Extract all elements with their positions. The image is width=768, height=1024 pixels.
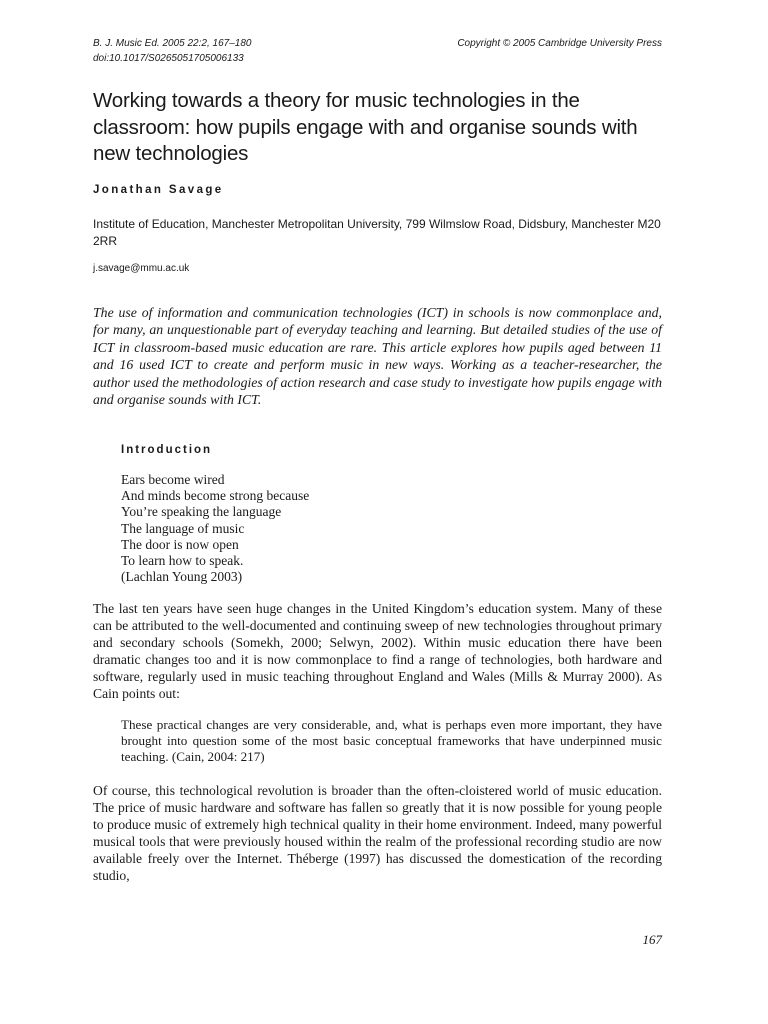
page-number: 167 bbox=[642, 932, 662, 947]
poem-line: Ears become wired bbox=[121, 472, 225, 487]
poem-line: You’re speaking the language bbox=[121, 504, 282, 520]
author-email[interactable]: j.savage@mmu.ac.uk bbox=[93, 263, 190, 274]
abstract: The use of information and communication technologies (ICT) in schools is now commonplace and, for many, an unquestionable part of everyday teaching and learning. But detailed studies of the use of ICT in classroom-based music education are rare. This article explores how pupils aged between 11 and 16 used ICT to create and perform music in new ways. Working as a teacher-researcher, the author used the methodologies of action research and case study to investigate how pupils engage with and organise sounds with ICT. bbox=[93, 305, 662, 408]
body-paragraph: Of course, this technological revolution is broader than the often-cloistered world of music education. The price of music hardware and software has fallen so greatly that it is now possible for young people to produce music of extremely high technical quality in their home environment. Indeed, many powerful musical tools that were previously housed within the realm of the professional recording studio are now available freely over the Internet. Théberge (1997) has discussed the domestication of the recording studio, bbox=[93, 783, 662, 884]
poem-attribution: (Lachlan Young 2003) bbox=[121, 569, 243, 585]
journal-citation bbox=[93, 36, 251, 66]
journal-page bbox=[93, 0, 662, 1024]
poem-line: And minds become strong because bbox=[121, 488, 310, 504]
doi: doi:10.1017/S0265051705006133 bbox=[93, 53, 244, 64]
author-name: Jonathan Savage bbox=[93, 184, 224, 196]
journal-reference: B. J. Music Ed. 2005 22:2, 167–180 bbox=[93, 38, 252, 49]
copyright-notice: Copyright © 2005 Cambridge University Press bbox=[457, 38, 662, 49]
poem-line: To learn how to speak. bbox=[121, 553, 244, 569]
poem-line: The language of music bbox=[121, 520, 245, 536]
epigraph-poem bbox=[121, 472, 309, 585]
article-title: Working towards a theory for music technologies in the classroom: how pupils engage with and organise sounds with new technologies bbox=[93, 89, 638, 165]
author-affiliation: Institute of Education, Manchester Metropolitan University, 799 Wilmslow Road, Didsbury, Manchester M20 2RR bbox=[93, 217, 661, 248]
section-heading-introduction: Introduction bbox=[121, 444, 213, 456]
body-paragraph: The last ten years have seen huge changes in the United Kingdom’s education system. Many of these can be attributed to the well-documented and continuing sweep of new technologies throughout primary and secondary schools (Somekh, 2000; Selwyn, 2002). Within music education there have been dramatic changes too and it is now commonplace to find a range of technologies, both hardware and software, regularly used in music teaching throughout England and Wales (Mills & Murray 2000). As Cain points out: bbox=[93, 601, 662, 702]
block-quote: These practical changes are very considerable, and, what is perhaps even more important, they have brought into question some of the most basic conceptual frameworks that have underpinned music teaching. (Cain, 2004: 217) bbox=[121, 717, 662, 765]
poem-line: The door is now open bbox=[121, 536, 239, 552]
